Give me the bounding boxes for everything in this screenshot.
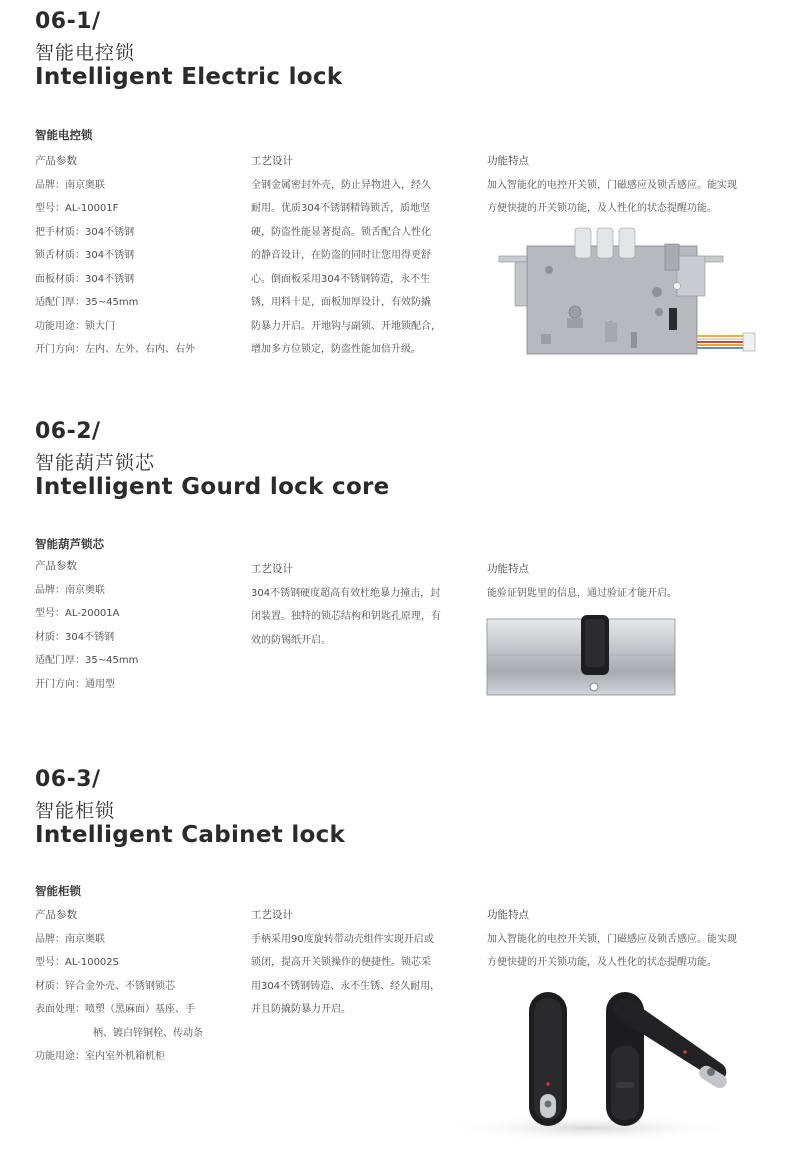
design-line: 手柄采用90度旋转带动壳组件实现开启或 [251,933,434,945]
cylinder-screw-hole [590,683,598,691]
feature-description [487,150,777,221]
feature-heading: 功能特点 [487,563,529,575]
feature-line: 加入智能化的电控开关锁，门磁感应及锁舌感应。能实现 [487,179,737,191]
section-number: 06-1/ [35,9,101,34]
design-line: 304不锈钢硬度超高有效杜绝暴力撞击，封 [251,587,441,599]
design-line: 的静音设计，在防盗的同时让您用得更舒 [251,250,431,261]
feature-line: 能验证钥匙里的信息，通过验证才能开启。 [487,587,677,599]
design-line: 耐用。优质304不锈钢精铸锁舌，质地坚 [251,203,431,214]
param-row: 开门方向：通用型 [35,678,115,690]
section-title-cn: 智能电控锁 [35,42,136,64]
param-row: 材质：304不锈钢 [35,631,115,643]
section-title-en: Intelligent Cabinet lock [35,822,346,848]
section-cabinet-lock [0,758,804,1149]
bolt-cylinder [575,228,591,258]
param-row: 功能用途：锁大门 [35,320,115,332]
design-line: 全钢金属密封外壳，防止异物进入，经久 [251,179,431,191]
param-row: 材质：锌合金外壳、不锈钢锁芯 [35,980,175,992]
design-description [251,558,451,652]
param-row: 型号：AL-10001F [35,203,119,214]
section-title-en: Intelligent Gourd lock core [35,474,390,500]
feature-description [487,558,777,605]
product-params [35,904,235,1069]
design-description [251,904,451,1022]
section-title-cn: 智能柜锁 [35,800,116,822]
section-subhead: 智能葫芦锁芯 [35,537,104,551]
feature-line: 方便快捷的开关锁功能，及人性化的状态提醒功能。 [487,957,717,968]
cabinet-lock-open [606,992,729,1126]
bolt-cylinder [619,228,635,258]
param-row: 表面处理：喷塑（黑麻面）基座、手 [35,1004,195,1015]
wire-harness [697,333,755,351]
design-line: 硬，防盗性能显著提高。锁舌配合人性化 [251,226,431,238]
params-heading: 产品参数 [35,560,77,572]
mortise-lock-image [497,226,759,360]
design-heading: 工艺设计 [251,563,293,575]
design-line: 心。倒面板采用304不锈钢铸造，永不生 [251,273,431,285]
design-line: 锈，用料十足，面板加厚设计，有效防撬 [251,297,431,308]
params-heading: 产品参数 [35,155,77,167]
param-row: 品牌：南京奥联 [35,179,105,191]
section-subhead: 智能柜锁 [35,884,81,898]
cabinet-lock-closed [529,992,567,1126]
feature-line: 方便快捷的开关锁功能，及人性化的状态提醒功能。 [487,203,717,214]
feature-heading: 功能特点 [487,155,529,167]
design-line: 用304不锈钢铸造、永不生锈、经久耐用， [251,980,441,992]
param-row: 面板材质：304不锈钢 [35,273,135,285]
param-row: 开门方向：左内、左外、右内、右外 [35,344,195,355]
design-heading: 工艺设计 [251,909,293,921]
param-row: 品牌：南京奥联 [35,584,105,596]
design-line: 效的防锡纸开启。 [251,634,331,646]
section-subhead: 智能电控锁 [35,128,93,142]
cabinet-lock-image [440,986,770,1146]
section-electric-lock [0,0,804,390]
feature-heading: 功能特点 [487,909,529,921]
section-number: 06-3/ [35,767,101,792]
feature-line: 加入智能化的电控开关锁，门磁感应及锁舌感应。能实现 [487,933,737,945]
param-row: 柄、镀白锌铜栓、传动条 [93,1027,203,1039]
params-heading: 产品参数 [35,909,77,921]
design-line: 闭装置。独特的锁芯结构和钥匙孔原理，有 [251,611,441,622]
product-params [35,150,235,362]
design-line: 增加多方位锁定，防盗性能加倍升级。 [251,344,421,355]
param-row: 适配门厚：35~45mm [35,297,139,308]
param-row: 把手材质：304不锈钢 [35,226,135,238]
param-row: 功能用途：室内室外机箱机柜 [35,1051,165,1062]
feature-description [487,904,777,975]
param-row: 品牌：南京奥联 [35,933,105,945]
section-number: 06-2/ [35,419,101,444]
section-gourd-lock-core [0,410,804,740]
section-title-en: Intelligent Electric lock [35,64,343,90]
design-heading: 工艺设计 [251,155,293,167]
bolt-cylinder [597,228,613,258]
section-title-cn: 智能葫芦锁芯 [35,452,156,474]
design-line: 锁闭，提高开关锁操作的便捷性。锁芯采 [251,957,431,968]
param-row: 型号：AL-20001A [35,608,120,619]
param-row: 型号：AL-10002S [35,957,120,968]
product-params [35,555,235,696]
design-line: 并且防撬防暴力开启。 [251,1004,351,1015]
param-row: 适配门厚：35~45mm [35,655,139,666]
design-line: 防暴力开启。开地钩与副锁、开地锁配合， [251,320,441,332]
param-row: 锁舌材质：304不锈钢 [35,250,135,261]
gourd-lock-core-image [486,615,676,699]
design-description [251,150,451,362]
